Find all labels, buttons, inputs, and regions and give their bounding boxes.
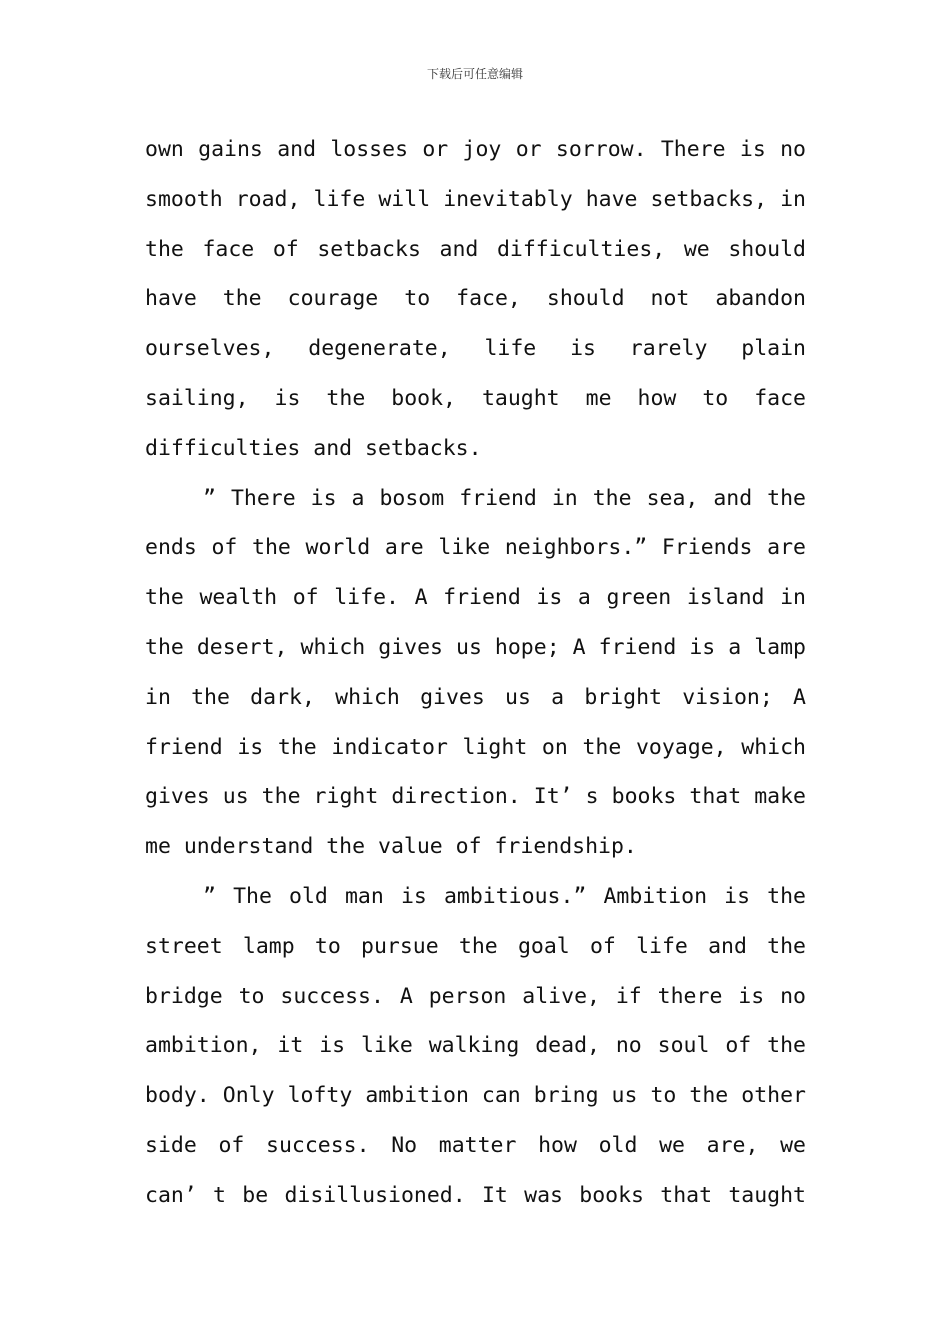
text-line: street lamp to pursue the goal of life and the (145, 933, 806, 959)
text-line: difficulties and setbacks. (145, 435, 482, 461)
page-header: 下载后可任意编辑 (426, 67, 523, 81)
text-line: sailing, is the book, taught me how to face (145, 385, 806, 411)
text-line: own gains and losses or joy or sorrow. There is no (145, 137, 806, 162)
text-line: bridge to success. A person alive, if there is no (145, 983, 806, 1009)
text-line: ambition, it is like walking dead, no soul of the (145, 1033, 806, 1059)
text-line: me understand the value of friendship. (145, 834, 637, 860)
text-line: can’ t be disillusioned. It was books that taught (145, 1182, 806, 1208)
paragraph-3 (145, 872, 806, 1221)
text-line: the face of setbacks and difficulties, we should (145, 236, 806, 262)
text-line: gives us the right direction. It’ s books that make (145, 784, 806, 810)
text-line: the wealth of life. A friend is a green island in (145, 585, 806, 611)
text-line: ” There is a bosom friend in the sea, and the (203, 485, 806, 511)
text-line: ends of the world are like neighbors.” Friends are (145, 535, 806, 561)
document-body (145, 125, 806, 1221)
text-line: smooth road, life will inevitably have setbacks, in (145, 186, 806, 212)
paragraph-1 (145, 125, 806, 474)
text-line: have the courage to face, should not abandon (145, 286, 806, 312)
text-line: side of success. No matter how old we are, we (145, 1132, 806, 1158)
text-line: in the dark, which gives us a bright vision; A (145, 684, 806, 710)
text-line: ” The old man is ambitious.” Ambition is the (203, 883, 806, 909)
text-line: the desert, which gives us hope; A friend is a lamp (145, 634, 806, 660)
text-line: friend is the indicator light on the voyage, which (145, 734, 806, 760)
text-line: body. Only lofty ambition can bring us to the other (145, 1083, 806, 1109)
text-line: ourselves, degenerate, life is rarely plain (145, 336, 806, 362)
paragraph-2 (145, 474, 806, 872)
